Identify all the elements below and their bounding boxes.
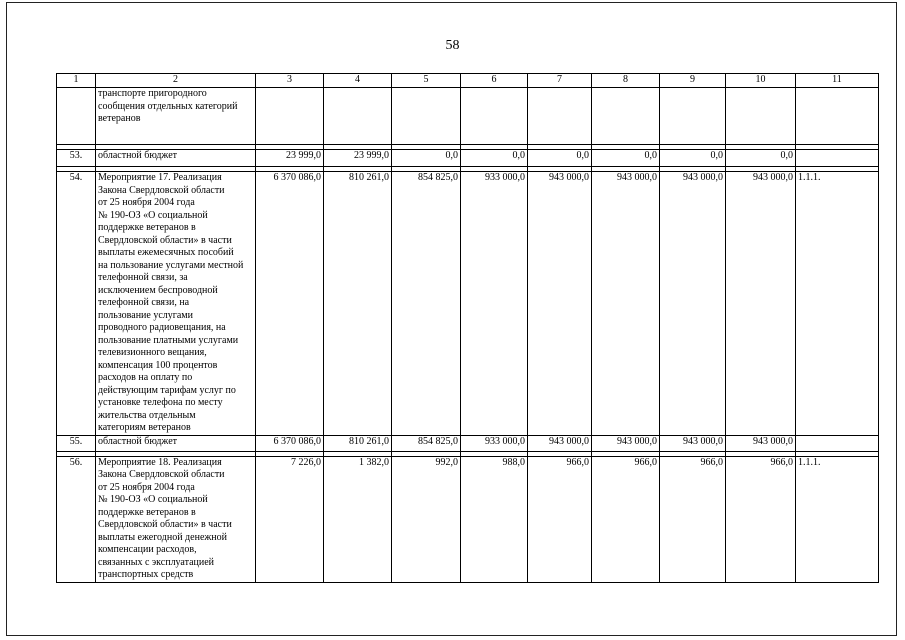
- value-cell: 810 261,0: [324, 435, 392, 451]
- row-description: областной бюджет: [96, 150, 256, 167]
- column-number-7: 7: [528, 74, 592, 88]
- target-code: [796, 150, 879, 167]
- table-row: [57, 172, 879, 436]
- row-number: 53.: [57, 150, 96, 167]
- column-number-5: 5: [392, 74, 461, 88]
- value-cell: 0,0: [528, 150, 592, 167]
- value-cell: 966,0: [528, 456, 592, 582]
- value-cell: 6 370 086,0: [256, 435, 324, 451]
- column-number-4: 4: [324, 74, 392, 88]
- value-cell: [592, 88, 660, 145]
- row-description: областной бюджет: [96, 435, 256, 451]
- target-code: [796, 88, 879, 145]
- program-table: [56, 73, 879, 583]
- value-cell: 0,0: [461, 150, 528, 167]
- row-description: Мероприятие 17. Реализация Закона Свердловской области от 25 ноября 2004 года № 190-ОЗ «О социальной поддержке ветеранов в Свердловской области» в части выплаты ежемесячных пособий на пользование услугами местной телефонной связи, за исключением беспроводной телефонной связи, на пользование услугами проводного радиовещания, на пользование платными услугами телевизионного вещания, компенсация 100 процентов расходов на оплату по действующим тарифам услуг по установке телефона по месту жительства отдельным категориям ветеранов: [96, 172, 256, 436]
- value-cell: [324, 88, 392, 145]
- table-header-row: [57, 74, 879, 88]
- value-cell: 943 000,0: [726, 435, 796, 451]
- value-cell: [392, 88, 461, 145]
- value-cell: 7 226,0: [256, 456, 324, 582]
- row-number: [57, 88, 96, 145]
- value-cell: 0,0: [660, 150, 726, 167]
- page-number: 58: [445, 38, 460, 53]
- value-cell: 933 000,0: [461, 172, 528, 436]
- value-cell: 943 000,0: [592, 435, 660, 451]
- row-number: 56.: [57, 456, 96, 582]
- value-cell: 6 370 086,0: [256, 172, 324, 436]
- value-cell: 0,0: [392, 150, 461, 167]
- value-cell: 943 000,0: [726, 172, 796, 436]
- table-row: [57, 435, 879, 451]
- target-code: 1.1.1.: [796, 456, 879, 582]
- row-number: 54.: [57, 172, 96, 436]
- value-cell: 1 382,0: [324, 456, 392, 582]
- value-cell: 854 825,0: [392, 435, 461, 451]
- value-cell: [256, 88, 324, 145]
- value-cell: 0,0: [592, 150, 660, 167]
- table-row: [57, 456, 879, 582]
- row-description: Мероприятие 18. Реализация Закона Свердловской области от 25 ноября 2004 года № 190-ОЗ «О социальной поддержке ветеранов в Свердловской области» в части выплаты ежегодной денежной компенсации расходов, связанных с эксплуатацией транспортных средств: [96, 456, 256, 582]
- target-code: [796, 435, 879, 451]
- table-row: [57, 150, 879, 167]
- column-number-9: 9: [660, 74, 726, 88]
- column-number-10: 10: [726, 74, 796, 88]
- table-row: [57, 88, 879, 145]
- column-number-1: 1: [57, 74, 96, 88]
- value-cell: 933 000,0: [461, 435, 528, 451]
- value-cell: 810 261,0: [324, 172, 392, 436]
- value-cell: 966,0: [726, 456, 796, 582]
- column-number-11: 11: [796, 74, 879, 88]
- value-cell: 943 000,0: [592, 172, 660, 436]
- value-cell: [660, 88, 726, 145]
- target-code: 1.1.1.: [796, 172, 879, 436]
- value-cell: 966,0: [592, 456, 660, 582]
- value-cell: [726, 88, 796, 145]
- column-number-6: 6: [461, 74, 528, 88]
- value-cell: 943 000,0: [660, 172, 726, 436]
- value-cell: [528, 88, 592, 145]
- value-cell: 0,0: [726, 150, 796, 167]
- column-number-3: 3: [256, 74, 324, 88]
- value-cell: 943 000,0: [528, 435, 592, 451]
- value-cell: 992,0: [392, 456, 461, 582]
- value-cell: 23 999,0: [324, 150, 392, 167]
- column-number-8: 8: [592, 74, 660, 88]
- value-cell: 23 999,0: [256, 150, 324, 167]
- row-number: 55.: [57, 435, 96, 451]
- column-number-2: 2: [96, 74, 256, 88]
- value-cell: 943 000,0: [528, 172, 592, 436]
- value-cell: 943 000,0: [660, 435, 726, 451]
- value-cell: 854 825,0: [392, 172, 461, 436]
- row-description: транспорте пригородного сообщения отдельных категорий ветеранов: [96, 88, 256, 145]
- value-cell: 966,0: [660, 456, 726, 582]
- value-cell: 988,0: [461, 456, 528, 582]
- value-cell: [461, 88, 528, 145]
